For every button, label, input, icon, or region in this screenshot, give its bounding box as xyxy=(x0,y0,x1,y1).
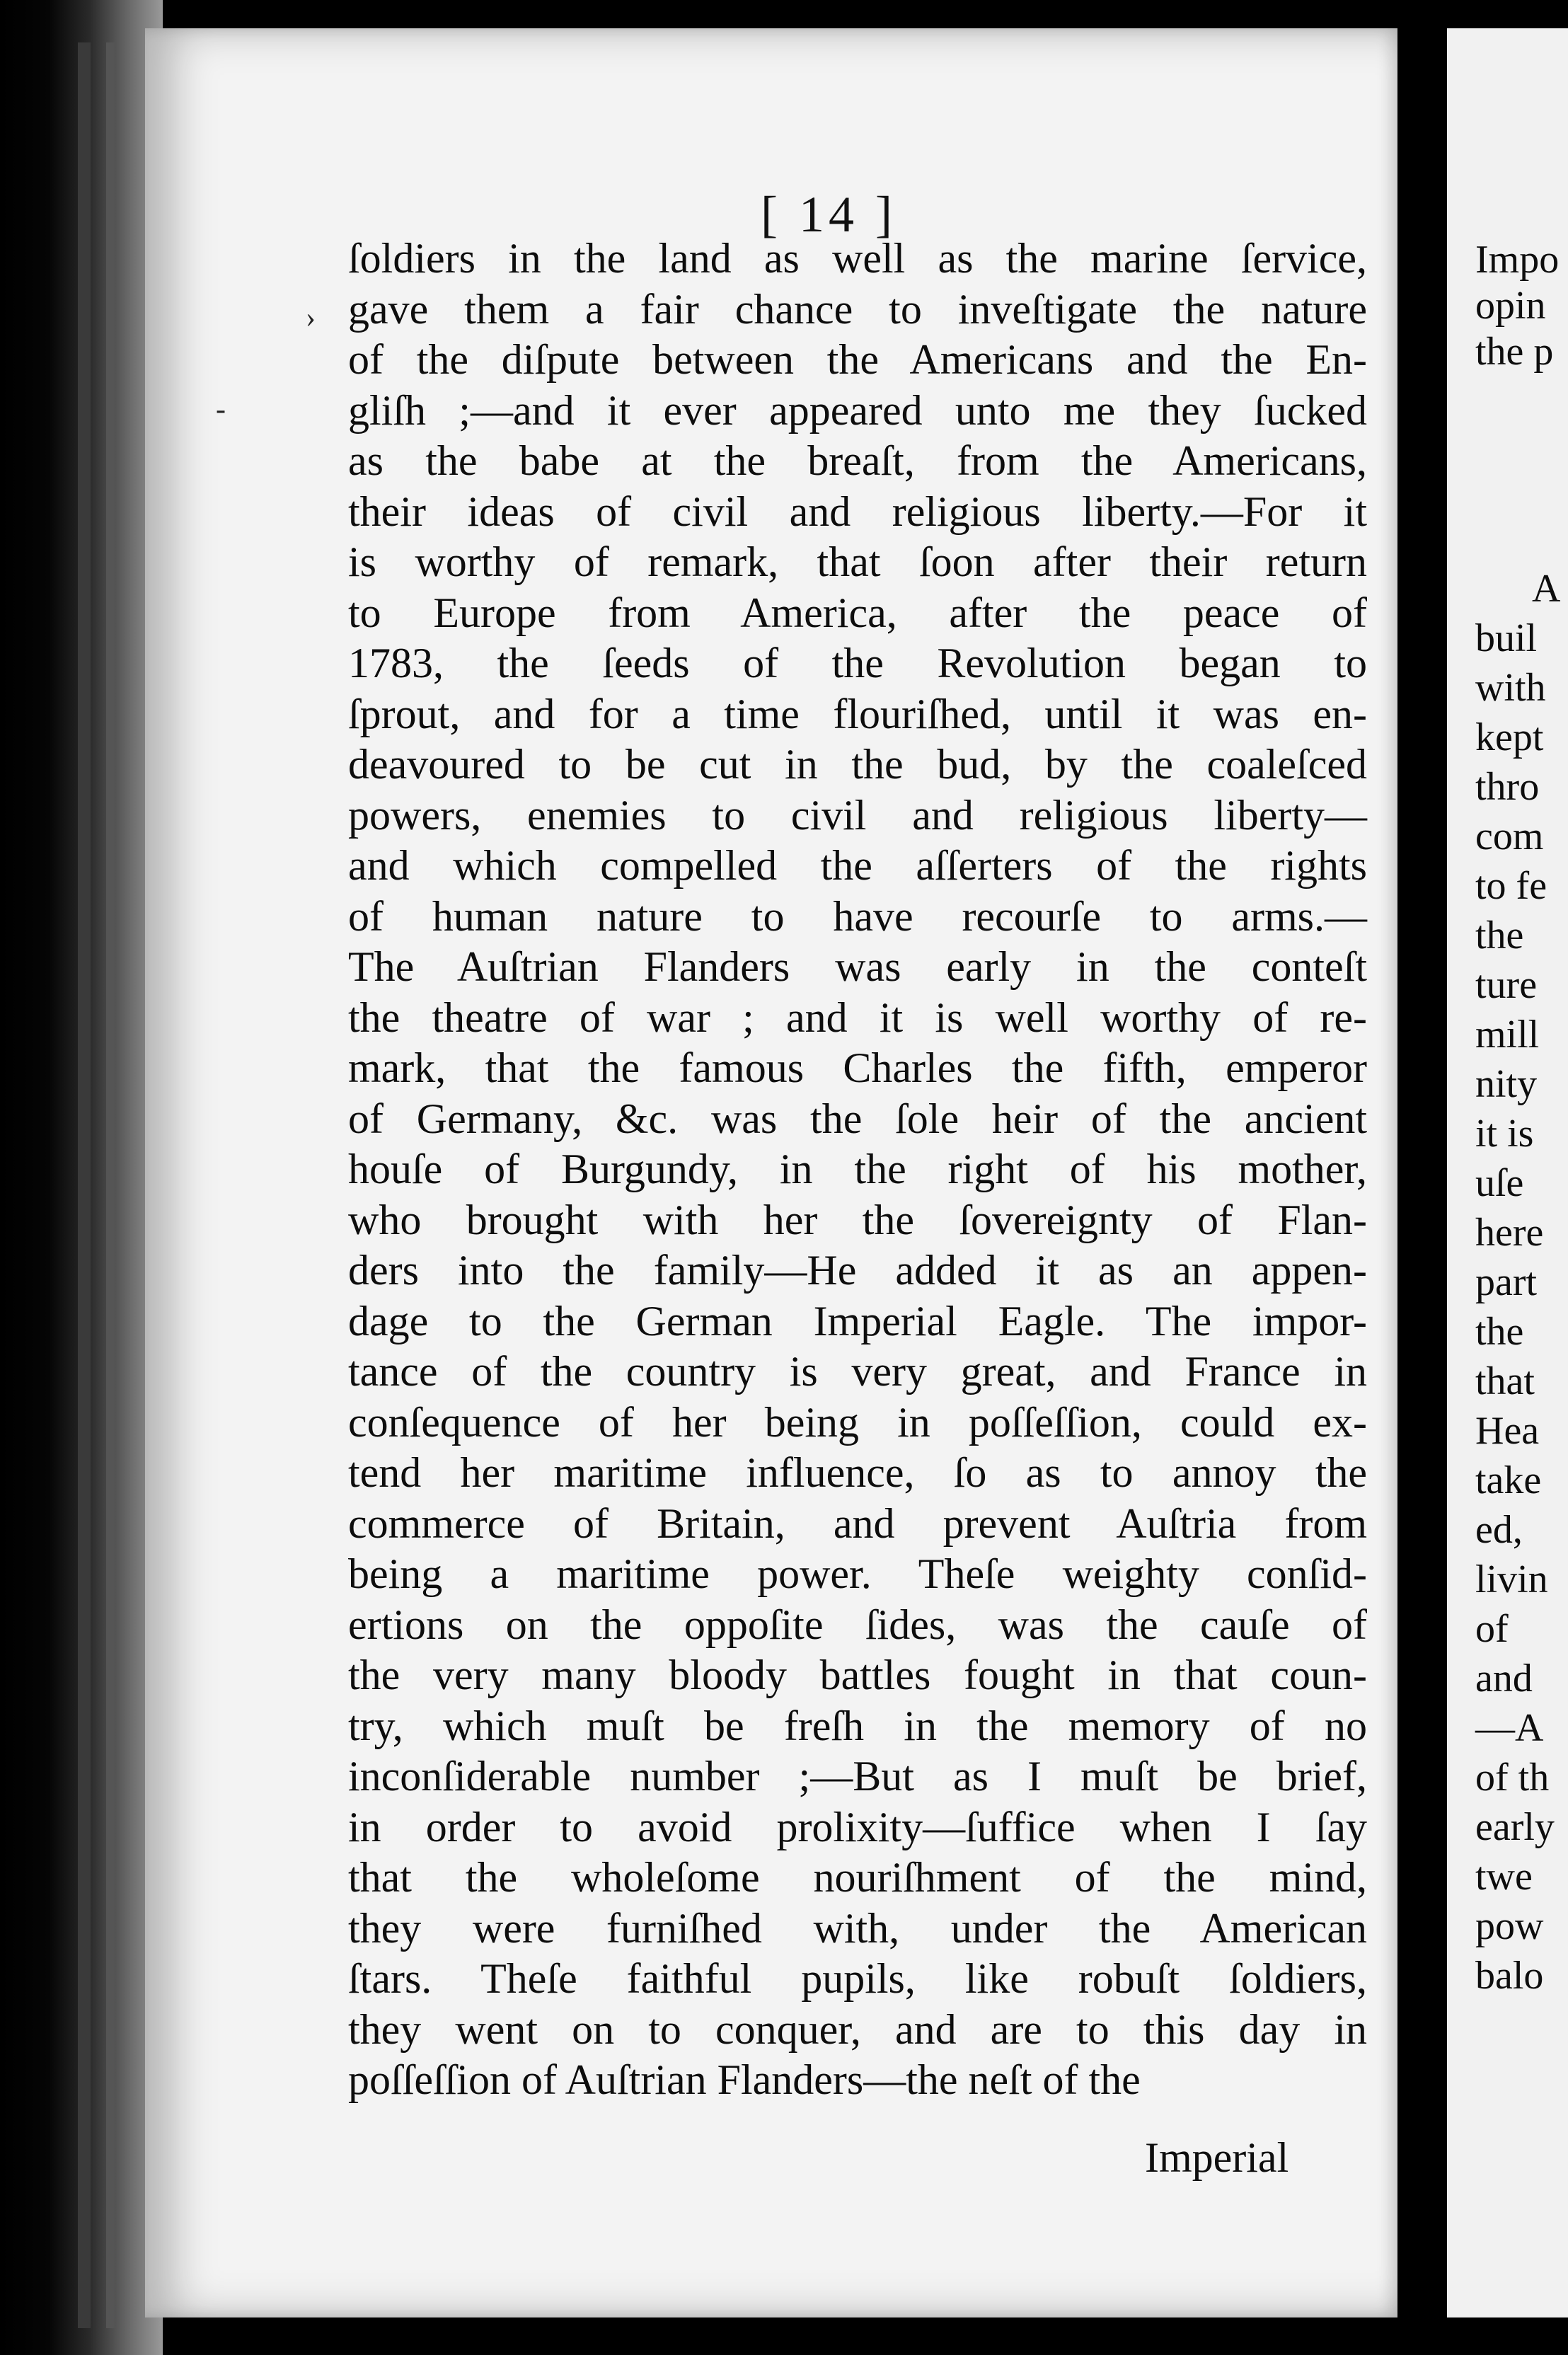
facing-page-fragment: ture xyxy=(1475,963,1538,1007)
text-line: The Auſtrian Flanders was early in the conteſt xyxy=(348,943,1367,990)
text-line: mark, that the famous Charles the fifth, emperor xyxy=(348,1044,1367,1091)
text-line: conſequence of her being in poſſeſſion, could ex- xyxy=(348,1398,1367,1446)
facing-page-fragment: opin xyxy=(1475,284,1546,328)
facing-page-fragment: nity xyxy=(1475,1062,1538,1106)
facing-page-fragment: that xyxy=(1475,1359,1535,1403)
text-line: gave them a fair chance to inveſtigate the nature xyxy=(348,285,1367,333)
facing-page-fragment: livin xyxy=(1475,1557,1548,1601)
facing-page-fragment: here xyxy=(1475,1211,1544,1255)
text-line: and which compelled the aſſerters of the rights xyxy=(348,842,1367,889)
text-line: being a maritime power. Theſe weighty conſid- xyxy=(348,1550,1367,1597)
facing-page-fragment: the xyxy=(1475,914,1524,957)
text-line: powers, enemies to civil and religious liberty— xyxy=(348,791,1367,839)
facing-page-fragment: and xyxy=(1475,1657,1533,1700)
facing-page-fragment: buil xyxy=(1475,616,1538,660)
text-line: who brought with her the ſovereignty of Flan- xyxy=(348,1196,1367,1243)
margin-mark: - xyxy=(216,393,226,426)
facing-page-fragment: the p xyxy=(1475,330,1554,374)
text-line: ders into the family—He added it as an appen- xyxy=(348,1247,1367,1294)
facing-page-fragment: twe xyxy=(1475,1855,1533,1899)
facing-page-fragment: take xyxy=(1475,1458,1542,1502)
text-line: houſe of Burgundy, in the right of his mother, xyxy=(348,1146,1367,1192)
facing-page-fragment: thro xyxy=(1475,765,1540,809)
text-line: of Germany, &c. was the ſole heir of the ancient xyxy=(348,1095,1367,1142)
text-line: that the wholeſome nouriſhment of the mind, xyxy=(348,1854,1367,1901)
page-body-text xyxy=(348,234,1367,2106)
facing-page-fragment: kept xyxy=(1475,715,1544,759)
book-left-edge xyxy=(0,0,163,2355)
facing-page-fragment: with xyxy=(1475,666,1546,710)
text-line: ſoldiers in the land as well as the marine ſervice, xyxy=(348,235,1367,282)
page-edge-shadow xyxy=(106,42,115,2328)
text-line: tend her maritime influence, ſo as to annoy the xyxy=(348,1449,1367,1496)
facing-page-fragment: balo xyxy=(1475,1954,1544,1998)
text-line: they were furniſhed with, under the American xyxy=(348,1904,1367,1952)
facing-page-fragment: early xyxy=(1475,1805,1555,1849)
facing-page-fragment: Hea xyxy=(1475,1409,1540,1453)
text-line: 1783, the ſeeds of the Revolution began to xyxy=(348,640,1367,686)
text-line: gliſh ;—and it ever appeared unto me they ſucked xyxy=(348,386,1367,434)
catchword: Imperial xyxy=(1145,2134,1289,2181)
text-line: ſtars. Theſe faithful pupils, like robuſt ſoldiers, xyxy=(348,1955,1367,2002)
facing-page-fragment: uſe xyxy=(1475,1161,1524,1205)
facing-page-fragment: Impo xyxy=(1475,238,1560,282)
text-line: poſſeſſion of Auſtrian Flanders—the neſt of the xyxy=(348,2056,1141,2103)
facing-page-fragment: of xyxy=(1475,1607,1509,1651)
facing-page-fragment: pow xyxy=(1475,1904,1544,1948)
text-line: is worthy of remark, that ſoon after their return xyxy=(348,539,1367,585)
facing-page-fragment: A xyxy=(1532,567,1561,611)
facing-page-fragment: the xyxy=(1475,1310,1524,1354)
text-line: dage to the German Imperial Eagle. The impor- xyxy=(348,1297,1367,1345)
facing-page-fragment: it is xyxy=(1475,1112,1534,1156)
facing-page-fragment: mill xyxy=(1475,1013,1540,1056)
text-line: tance of the country is very great, and France in xyxy=(348,1348,1367,1395)
text-line: ertions on the oppoſite ſides, was the cauſe of xyxy=(348,1601,1367,1648)
page-gutter xyxy=(1397,0,1447,2355)
text-line: of human nature to have recourſe to arms.— xyxy=(348,892,1367,940)
text-line: the theatre of war ; and it is well worthy of re- xyxy=(348,994,1367,1041)
text-line: ſprout, and for a time flouriſhed, until it was en- xyxy=(348,690,1367,737)
text-line: their ideas of civil and religious liberty.—For it xyxy=(348,488,1367,535)
text-line: as the babe at the breaſt, from the Americans, xyxy=(348,437,1367,484)
text-line: commerce of Britain, and prevent Auſtria from xyxy=(348,1499,1367,1547)
facing-page-fragment: part xyxy=(1475,1260,1538,1304)
page-number: [ 14 ] xyxy=(761,186,897,243)
facing-page-fragment: to fe xyxy=(1475,864,1547,908)
facing-page-fragment: ed, xyxy=(1475,1508,1523,1552)
facing-page-fragment: —A xyxy=(1475,1706,1544,1750)
text-line: the very many bloody battles fought in that coun- xyxy=(348,1652,1367,1698)
text-line: of the diſpute between the Americans and the En- xyxy=(348,336,1367,383)
page-edge-shadow xyxy=(78,42,91,2328)
facing-page-fragment: of th xyxy=(1475,1756,1550,1800)
text-line: in order to avoid prolixity—ſuffice when I ſay xyxy=(348,1803,1367,1850)
text-line: inconſiderable number ;—But as I muſt be brief, xyxy=(348,1753,1367,1800)
text-line: try, which muſt be freſh in the memory of no xyxy=(348,1702,1367,1749)
text-line: to Europe from America, after the peace of xyxy=(348,589,1367,636)
text-line: deavoured to be cut in the bud, by the coaleſced xyxy=(348,741,1367,788)
facing-page-fragment: com xyxy=(1475,814,1544,858)
text-line: they went on to conquer, and are to this day in xyxy=(348,2005,1367,2053)
margin-mark: › xyxy=(306,301,316,334)
